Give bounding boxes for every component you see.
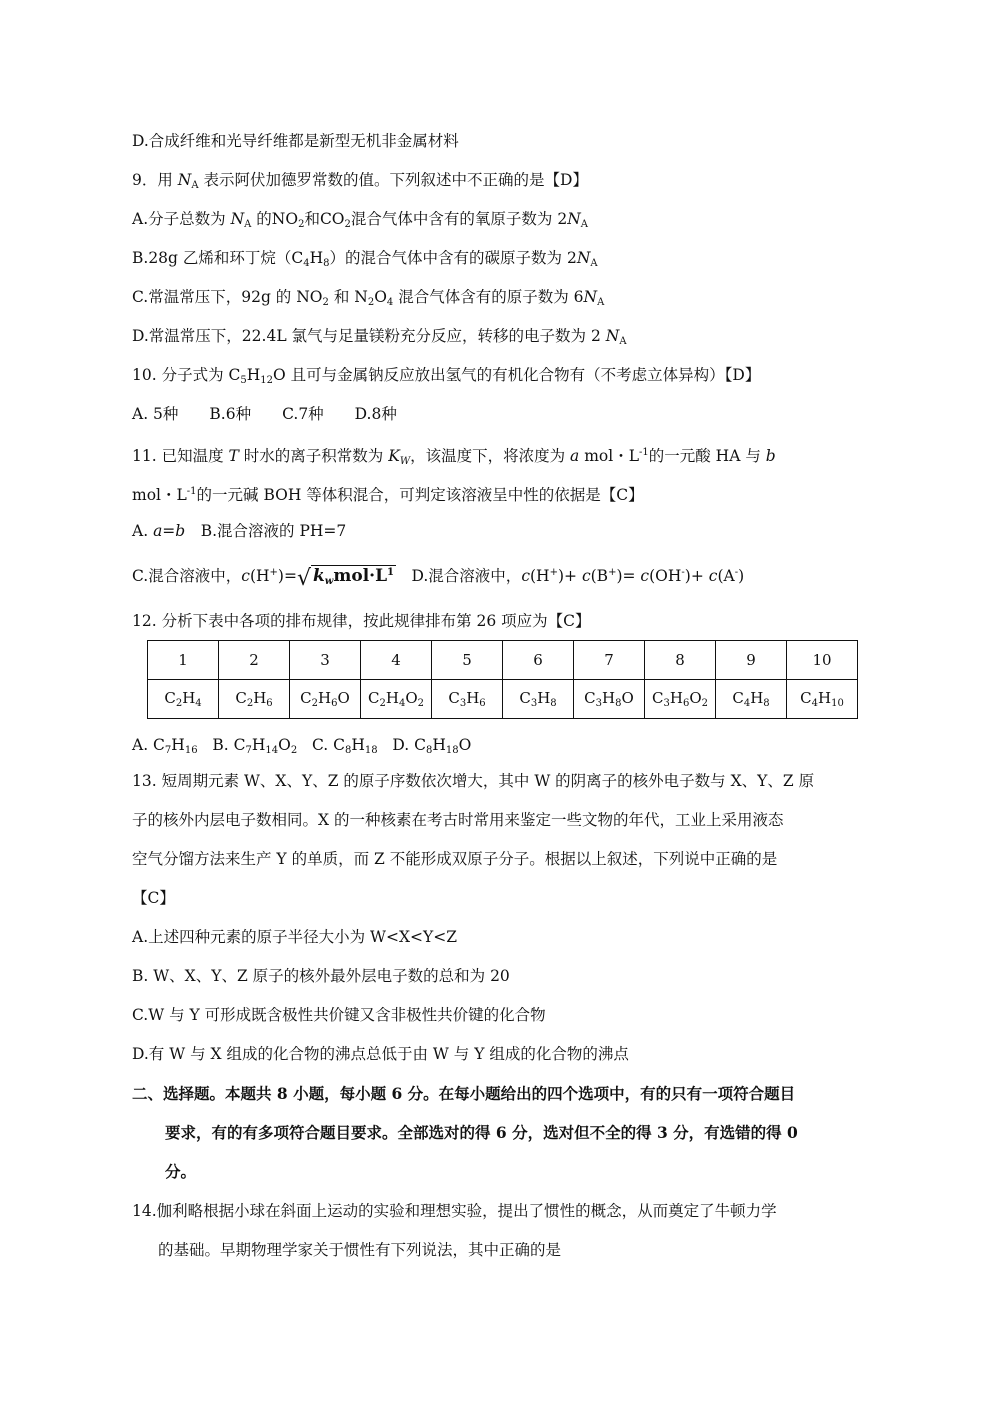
subscript: 2 (311, 698, 319, 709)
table-cell: 8 (645, 641, 716, 680)
text: A. (132, 522, 154, 540)
superscript: - (681, 567, 685, 578)
question-11-options-ab (132, 521, 346, 541)
subscript: 6 (682, 698, 690, 709)
subscript: 8 (323, 258, 330, 269)
subscript: 8 (763, 698, 770, 709)
subscript: 2 (290, 745, 298, 756)
text: O 且可与金属钠反应放出氢气的有机化合物有（不考虑立体异构）【D】 (273, 366, 761, 384)
table-cell: $C_3H_6$ (432, 680, 503, 719)
text: 表示阿伏加德罗常数的值。下列叙述中不正确的是【D】 (198, 171, 588, 189)
table-row (148, 680, 858, 719)
subscript: A (580, 219, 588, 230)
subscript: 4 (398, 698, 406, 709)
text: 10. 分子式为 C (132, 366, 241, 384)
text: D.常温常压下，22.4L 氯气与足量镁粉充分反应，转移的电子数为 2 (132, 327, 606, 345)
table-row (148, 641, 858, 680)
subscript: 16 (184, 745, 198, 756)
text: (OH (649, 567, 682, 585)
text: A. C (132, 736, 165, 754)
superscript: + (549, 567, 558, 578)
subscript: 2 (379, 698, 386, 709)
subscript: 7 (245, 745, 252, 756)
text: A.分子总数为 (132, 210, 231, 228)
text: H (432, 736, 446, 754)
subscript: A (619, 336, 627, 347)
table-cell: $C_4H_8$ (716, 680, 787, 719)
subscript: A (244, 219, 252, 230)
question-9-option-b (132, 248, 598, 274)
table-cell: 7 (574, 641, 645, 680)
text: B. C (212, 736, 246, 754)
temperature-symbol: T (228, 447, 239, 465)
subscript: 3 (459, 698, 467, 709)
subscript: 3 (530, 698, 538, 709)
subscript: 18 (364, 745, 378, 756)
text: 混合气体含有的原子数为 6 (393, 288, 584, 306)
subscript: 2 (298, 219, 305, 230)
text: B.混合溶液的 PH=7 (185, 522, 347, 540)
table-cell: 5 (432, 641, 503, 680)
c-symbol: c (521, 567, 530, 585)
subscript: 14 (265, 745, 279, 756)
text: 9．用 (132, 171, 178, 189)
sqrt-body (311, 565, 396, 586)
na-symbol: N (567, 210, 581, 228)
subscript: 10 (831, 698, 844, 709)
table-cell: 10 (787, 641, 858, 680)
question-10-options: A. 5种 B.6种 C.7种 D.8种 (132, 405, 397, 423)
question-9-option-c (132, 287, 604, 313)
spacer (378, 736, 393, 754)
question-13-option-a: A.上述四种元素的原子半径大小为 W<X<Y<Z (132, 928, 457, 946)
table-cell: $C_2H_6$ (219, 680, 290, 719)
question-14-line-1: 14.伽利略根据小球在斜面上运动的实验和理想实验，提出了惯性的概念，从而奠定了牛顿力学 (132, 1202, 777, 1220)
table-cell: 2 (219, 641, 290, 680)
subscript: A (590, 258, 598, 269)
unit: mol·L (333, 566, 388, 586)
question-9-stem (132, 170, 588, 196)
text: )= (616, 567, 641, 585)
text: mol・L (579, 447, 639, 465)
question-13-line-3: 空气分馏方法来生产 Y 的单质，而 Z 不能形成双原子分子。根据以上叙述，下列说中正确的是 (132, 850, 778, 868)
question-13-line-1: 13. 短周期元素 W、X、Y、Z 的原子序数依次增大，其中 W 的阴离子的核外电子数与 X、Y、Z 原 (132, 772, 815, 790)
superscript: 1 (387, 567, 394, 578)
table-cell: $C_3H_8$ (503, 680, 574, 719)
table-cell: $C_3H_8O$ (574, 680, 645, 719)
subscript: A (191, 180, 199, 191)
text: (H (530, 567, 550, 585)
table-cell: 9 (716, 641, 787, 680)
text: (H (249, 567, 270, 585)
na-symbol: N (576, 249, 591, 267)
option-line: D.合成纤维和光导纤维都是新型无机非金属材料 (132, 132, 459, 150)
subscript: 8 (345, 745, 352, 756)
text: C.常温常压下，92g 的 NO (132, 288, 323, 306)
text: (B (590, 567, 609, 585)
subscript: 4 (195, 698, 202, 709)
spacer (198, 736, 213, 754)
section-2-heading-1: 二、选择题。本题共 8 小题，每小题 6 分。在每小题给出的四个选项中，有的只有一项符合题目 (132, 1084, 796, 1103)
variable-a: a (570, 447, 580, 465)
table-cell: 6 (503, 641, 574, 680)
na-symbol: N (583, 288, 598, 306)
text: mol・L (132, 486, 187, 504)
text: 和CO (304, 210, 345, 228)
subscript: 4 (811, 698, 819, 709)
question-13-answer: 【C】 (132, 889, 175, 907)
question-14-line-2: 的基础。早期物理学家关于惯性有下列说法，其中正确的是 (158, 1241, 562, 1259)
sequence-table (147, 640, 858, 719)
text: 的NO (251, 210, 299, 228)
text: 混合气体中含有的氧原子数为 2 (350, 210, 568, 228)
subscript: 2 (417, 698, 424, 709)
text: 11. 已知温度 (132, 447, 229, 465)
k-symbol: k (312, 566, 325, 586)
subscript: 2 (175, 698, 183, 709)
text: ) (738, 567, 745, 585)
superscript: -1 (186, 486, 197, 497)
question-13-option-b: B. W、X、Y、Z 原子的核外最外层电子数的总和为 20 (132, 967, 510, 985)
na-symbol: N (230, 210, 245, 228)
table-cell: $C_2H_4$ (148, 680, 219, 719)
superscript: - (734, 567, 739, 578)
subscript: 12 (260, 375, 274, 386)
subscript: 8 (550, 698, 557, 709)
question-12-stem: 12. 分析下表中各项的排布规律，按此规律排布第 26 项应为【C】 (132, 612, 591, 630)
subscript: 6 (266, 698, 273, 709)
text: H (351, 736, 365, 754)
superscript: + (608, 567, 617, 578)
table-cell: $C_4H_{10}$ (787, 680, 858, 719)
text: H (309, 249, 324, 267)
subscript: A (597, 297, 605, 308)
k-symbol: K (388, 447, 400, 465)
subscript: 6 (331, 698, 338, 709)
superscript: -1 (639, 447, 649, 458)
c-symbol: c (241, 567, 250, 585)
subscript: 3 (595, 698, 603, 709)
text: O (278, 736, 291, 754)
text: H (171, 736, 185, 754)
subscript: w (324, 576, 334, 587)
text: C. C (311, 736, 345, 754)
subscript: W (399, 456, 411, 467)
question-11-stem-1 (132, 443, 776, 472)
spacer (297, 736, 312, 754)
text: (A (717, 567, 735, 585)
text: H (246, 366, 261, 384)
question-13-line-2: 子的核外内层电子数相同。X 的一种核素在考古时常用来鉴定一些文物的年代，工业上采用液态 (132, 811, 784, 829)
question-13-option-c: C.W 与 Y 可形成既含极性共价键又含非极性共价键的化合物 (132, 1006, 546, 1024)
subscript: 2 (367, 297, 375, 308)
subscript: 2 (322, 297, 329, 308)
table-cell: $C_2H_6O$ (290, 680, 361, 719)
text: O (374, 288, 387, 306)
subscript: 2 (246, 698, 254, 709)
subscript: 2 (701, 698, 708, 709)
question-9-option-d (132, 326, 627, 352)
equation: a=b (153, 522, 186, 540)
table-cell: $C_2H_4O_2$ (361, 680, 432, 719)
text: O (458, 736, 472, 754)
text: C.混合溶液中， (132, 567, 242, 585)
text: ）的混合气体中含有的碳原子数为 2 (329, 249, 577, 267)
subscript: 5 (240, 375, 247, 386)
text: 的一元酸 HA 与 (648, 447, 766, 465)
question-12-options (132, 735, 471, 761)
sqrt-formula (297, 563, 396, 592)
c-symbol: c (640, 567, 650, 585)
section-2-heading-2: 要求，有的有多项符合题目要求。全部选对的得 6 分，选对但不全的得 3 分，有选错的得 0 (165, 1123, 798, 1142)
subscript: 8 (426, 745, 433, 756)
section-2-heading-3: 分。 (165, 1162, 197, 1181)
text: )= (277, 567, 297, 585)
subscript: 4 (303, 258, 310, 269)
text: D.混合溶液中， (396, 567, 522, 585)
question-11-stem-2 (132, 482, 644, 505)
c-symbol: c (581, 567, 591, 585)
question-13-option-d: D.有 W 与 X 组成的化合物的沸点总低于由 W 与 Y 组成的化合物的沸点 (132, 1045, 629, 1063)
table-cell: 1 (148, 641, 219, 680)
c-symbol: c (708, 567, 718, 585)
text: 时水的离子积常数为 (238, 447, 389, 465)
question-10-stem (132, 365, 760, 391)
question-9-option-a (132, 209, 588, 235)
text: )+ (684, 567, 709, 585)
subscript: 8 (615, 698, 622, 709)
variable-b: b (765, 447, 776, 465)
text: )+ (557, 567, 582, 585)
sqrt-sign: √ (296, 566, 311, 591)
subscript: 6 (479, 698, 486, 709)
na-symbol: N (177, 171, 192, 189)
superscript: + (269, 567, 278, 578)
subscript: 4 (386, 297, 394, 308)
table-cell: $C_3H_6O_2$ (645, 680, 716, 719)
text: 的一元碱 BOH 等体积混合，可判定该溶液呈中性的依据是【C】 (196, 486, 644, 504)
subscript: 7 (164, 745, 172, 756)
text: H (251, 736, 266, 754)
text: D. C (392, 736, 427, 754)
subscript: 18 (445, 745, 459, 756)
subscript: 3 (663, 698, 670, 709)
question-11-options-cd (132, 563, 744, 592)
table-cell: 4 (361, 641, 432, 680)
text: B.28g 乙烯和环丁烷（C (132, 249, 304, 267)
subscript: 4 (743, 698, 751, 709)
text: 和 N (328, 288, 368, 306)
table-cell: 3 (290, 641, 361, 680)
subscript: 2 (344, 219, 351, 230)
text: ，该温度下，将浓度为 (410, 447, 571, 465)
na-symbol: N (605, 327, 620, 345)
